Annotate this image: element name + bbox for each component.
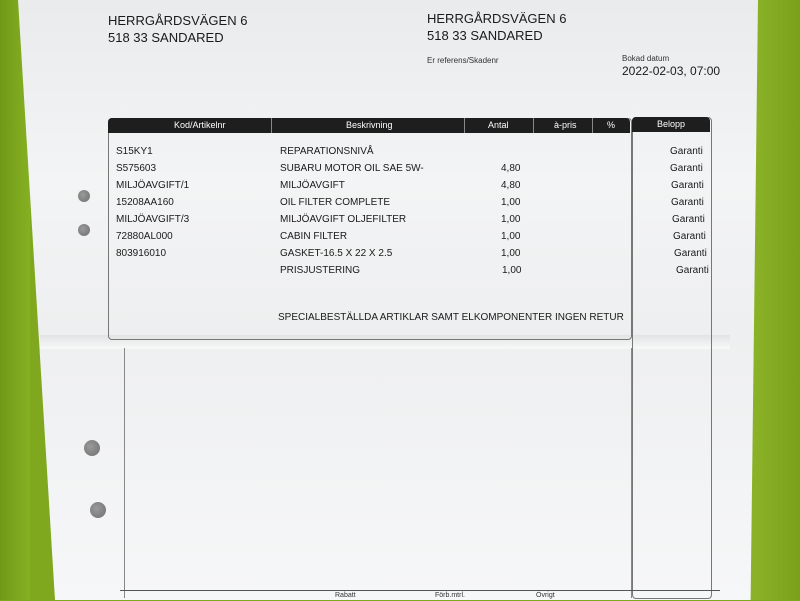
header-description: Beskrivning [346, 120, 393, 130]
row-description: SUBARU MOTOR OIL SAE 5W- [280, 163, 424, 174]
row-amount: Garanti [674, 248, 707, 259]
row-description: OIL FILTER COMPLETE [280, 197, 391, 208]
row-amount: Garanti [676, 265, 709, 276]
header-percent: % [607, 120, 616, 130]
recipient-street: HERRGÅRDSVÄGEN 6 [427, 11, 567, 26]
table-row [0, 214, 800, 231]
table-row [0, 197, 800, 214]
header-qty: Antal [488, 120, 509, 130]
row-description: REPARATIONSNIVÅ [280, 146, 374, 157]
row-qty: 1,00 [502, 265, 522, 276]
row-qty: 1,00 [501, 248, 521, 259]
table-row [0, 248, 800, 265]
row-description: CABIN FILTER [280, 231, 348, 242]
punch-hole [84, 440, 100, 456]
row-code: S575603 [116, 163, 157, 174]
table-row [0, 163, 800, 180]
row-qty: 1,00 [501, 231, 521, 242]
row-amount: Garanti [672, 214, 705, 225]
sender-city: 518 33 SANDARED [108, 30, 224, 45]
booked-date-value: 2022-02-03, 07:00 [622, 64, 721, 78]
row-qty: 4,80 [501, 180, 521, 191]
recipient-address [427, 10, 566, 44]
row-code: MILJÖAVGIFT/3 [116, 214, 190, 225]
row-amount: Garanti [670, 163, 703, 174]
sender-address [108, 12, 247, 46]
punch-hole [90, 502, 106, 518]
reference-label: Er referens/Skadenr [427, 56, 499, 65]
footer-totals [120, 590, 720, 601]
header-code: Kod/Artikelnr [174, 120, 226, 130]
booked-date-label: Bokad datum [622, 54, 670, 63]
row-amount: Garanti [670, 146, 703, 157]
header-amount: Belopp [632, 117, 710, 132]
table-row [0, 231, 800, 248]
row-code: 72880AL000 [116, 231, 173, 242]
row-amount: Garanti [673, 231, 706, 242]
table-row [0, 180, 800, 197]
sender-street: HERRGÅRDSVÄGEN 6 [108, 13, 248, 28]
footer-other-label: Övrigt [536, 592, 555, 599]
table-row [0, 265, 800, 282]
row-code: 803916010 [116, 248, 167, 259]
return-policy-notice: SPECIALBESTÄLLDA ARTIKLAR SAMT ELKOMPONENTER INGEN RETUR [278, 312, 624, 323]
row-description: MILJÖAVGIFT [280, 180, 345, 191]
recipient-city: 518 33 SANDARED [427, 28, 543, 43]
row-description: GASKET-16.5 X 22 X 2.5 [280, 248, 393, 259]
table-row [0, 146, 800, 163]
row-code: 15208AA160 [116, 197, 174, 208]
row-code: MILJÖAVGIFT/1 [116, 180, 190, 191]
row-qty: 4,80 [501, 163, 521, 174]
row-description: PRISJUSTERING [280, 265, 361, 276]
footer-discount-label: Rabatt [335, 592, 356, 599]
lower-table-area [124, 348, 632, 598]
items-table-header [108, 118, 630, 133]
row-code: S15KY1 [116, 146, 153, 157]
row-amount: Garanti [671, 197, 704, 208]
row-qty: 1,00 [501, 214, 521, 225]
row-qty: 1,00 [501, 197, 521, 208]
row-amount: Garanti [671, 180, 704, 191]
row-description: MILJÖAVGIFT OLJEFILTER [280, 214, 407, 225]
header-unit-price: à-pris [554, 120, 577, 130]
footer-materials-label: Förb.mtrl. [435, 592, 465, 599]
